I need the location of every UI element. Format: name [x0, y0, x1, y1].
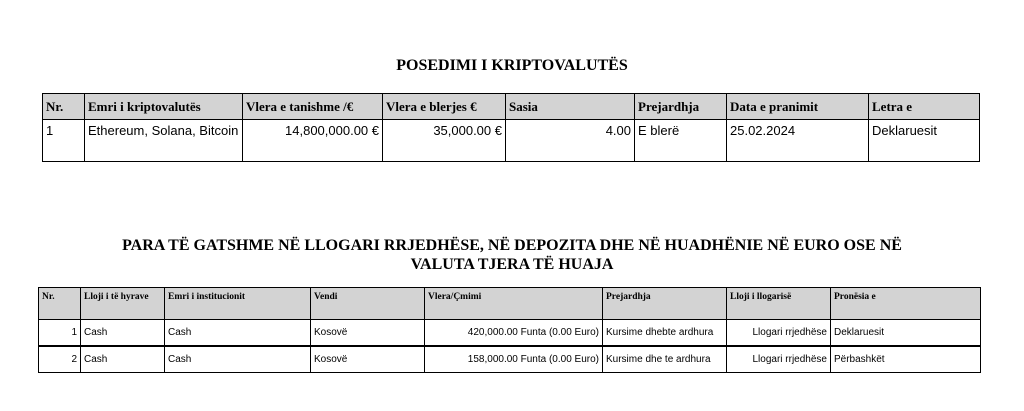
table-row	[39, 320, 981, 347]
header-origin: Prejardhja	[603, 288, 727, 320]
cell-value: 420,000.00 Funta (0.00 Euro)	[425, 320, 603, 347]
header-crypto-name: Emri i kriptovalutës	[85, 94, 243, 120]
header-purchase-value: Vlera e blerjes €	[383, 94, 506, 120]
cell-crypto-name: Ethereum, Solana, Bitcoin	[85, 120, 243, 162]
cash-title-line1: PARA TË GATSHME NË LLOGARI RRJEDHËSE, NË DEPOZITA DHE NË HUADHËNIE NË EURO OSE NË	[122, 237, 902, 254]
table-row	[43, 120, 980, 162]
cell-current-value: 14,800,000.00 €	[243, 120, 383, 162]
cell-origin: Kursime dhebte ardhura	[603, 320, 727, 347]
cash-title-line2: VALUTA TJERA TË HUAJA	[410, 256, 614, 273]
cash-table	[38, 287, 981, 373]
cell-letter: Deklaruesit	[869, 120, 980, 162]
header-origin: Prejardhja	[635, 94, 727, 120]
header-income-type: Lloji i të hyrave	[81, 288, 165, 320]
header-date: Data e pranimit	[727, 94, 869, 120]
cell-institution: Cash	[165, 320, 311, 347]
header-quantity: Sasia	[506, 94, 635, 120]
header-value: Vlera/Çmimi	[425, 288, 603, 320]
cell-nr: 1	[39, 320, 81, 347]
header-nr: Nr.	[43, 94, 85, 120]
cell-account-type: Llogari rrjedhëse	[727, 320, 831, 347]
header-country: Vendi	[311, 288, 425, 320]
cell-ownership: Përbashkët	[831, 346, 981, 373]
cash-header-row	[39, 288, 981, 320]
cell-date: 25.02.2024	[727, 120, 869, 162]
cell-country: Kosovë	[311, 320, 425, 347]
cell-quantity: 4.00	[506, 120, 635, 162]
cell-nr: 1	[43, 120, 85, 162]
cell-origin: Kursime dhe te ardhura	[603, 346, 727, 373]
cell-purchase-value: 35,000.00 €	[383, 120, 506, 162]
header-institution: Emri i institucionit	[165, 288, 311, 320]
cell-income-type: Cash	[81, 346, 165, 373]
cash-section-title	[0, 236, 1024, 274]
header-letter: Letra e	[869, 94, 980, 120]
cell-origin: E blerë	[635, 120, 727, 162]
header-ownership: Pronësia e	[831, 288, 981, 320]
cell-income-type: Cash	[81, 320, 165, 347]
cell-account-type: Llogari rrjedhëse	[727, 346, 831, 373]
header-account-type: Lloji i llogarisë	[727, 288, 831, 320]
cell-institution: Cash	[165, 346, 311, 373]
crypto-section-title: POSEDIMI I KRIPTOVALUTËS	[396, 57, 628, 74]
crypto-table	[42, 93, 980, 162]
crypto-header-row	[43, 94, 980, 120]
cell-ownership: Deklaruesit	[831, 320, 981, 347]
header-current-value: Vlera e tanishme /€	[243, 94, 383, 120]
cell-value: 158,000.00 Funta (0.00 Euro)	[425, 346, 603, 373]
table-row	[39, 346, 981, 373]
cell-nr: 2	[39, 346, 81, 373]
header-nr: Nr.	[39, 288, 81, 320]
cell-country: Kosovë	[311, 346, 425, 373]
